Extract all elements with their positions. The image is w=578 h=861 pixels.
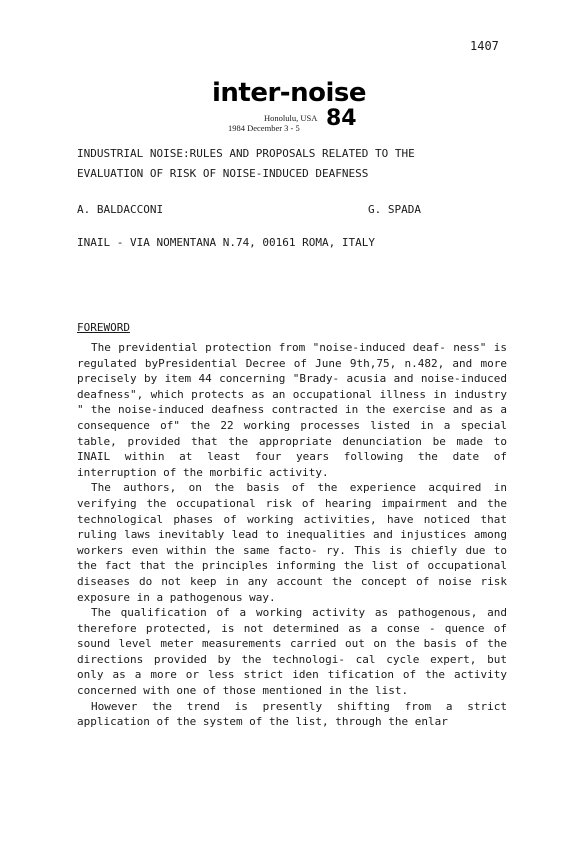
affiliation: INAIL - VIA NOMENTANA N.74, 00161 ROMA, ITALY (77, 236, 376, 249)
paragraph-4: However the trend is presently shifting from a strict application of the system of the list, through the enlar (77, 699, 507, 729)
logo-wordmark: inter-noise (212, 78, 366, 108)
page-number: 1407 (470, 39, 499, 53)
section-body (77, 340, 507, 730)
paper-title-line-1: INDUSTRIAL NOISE:RULES AND PROPOSALS RELATED TO THE (77, 147, 415, 160)
logo-year: 84 (326, 106, 357, 131)
conference-logo (206, 78, 376, 138)
logo-location: Honolulu, USA (264, 113, 318, 123)
logo-date: 1984 December 3 - 5 (228, 123, 300, 133)
section-heading: FOREWORD (77, 321, 130, 334)
paragraph-1: The previdential protection from "noise-induced deaf- ness" is regulated byPresidential Decree of June 9th,75, n.482, and more precisely by item 44 concerning "Brady- acusia and noise-induced deafness", which protects as an occupational illness in industry " the noise-induced deafness contracted in the exercise and as a consequence of" the 22 working processes listed in a special table, provided that the appropriate denunciation be made to INAIL within at least four years following the date of interruption of the morbific activity. (77, 341, 507, 479)
author-2: G. SPADA (368, 203, 421, 216)
paper-title-line-2: EVALUATION OF RISK OF NOISE-INDUCED DEAFNESS (77, 167, 369, 180)
paragraph-2: The authors, on the basis of the experience acquired in verifying the occupational risk of hearing impairment and the technological phases of working activities, have noticed that ruling laws inevitably lead to inequalities and injustices among workers even within the same facto- ry. This is chiefly due to the fact that the principles informing the list of occupational diseases do not keep in any account the concept of noise risk exposure in a pathogenous way. (77, 481, 507, 604)
paragraph-3: The qualification of a working activity as pathogenous, and therefore protected, is not determined as a conse - quence of sound level meter measurements carried out on the basis of the directions provided by the technologi- cal cycle expert, but only as a more or less strict iden tification of the activity concerned with one of those mentioned in the list. (77, 606, 507, 698)
author-1: A. BALDACCONI (77, 203, 164, 216)
